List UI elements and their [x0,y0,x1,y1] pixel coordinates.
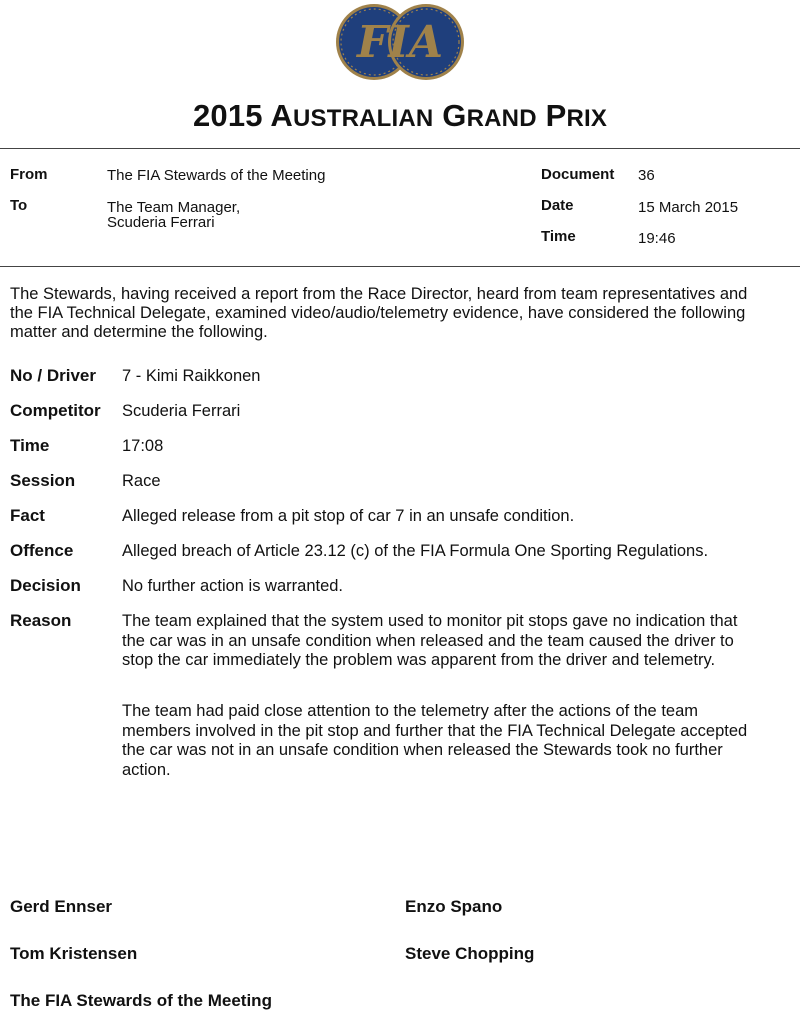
steward-signature-4: Steve Chopping [405,944,535,963]
decision-value: No further action is warranted. [122,577,344,595]
to-label: To [10,197,28,214]
date-value: 15 March 2015 [638,199,739,216]
reason-paragraph-1: The team explained that the system used to monitor pit stops gave no indication that the car was in an unsafe condition when released and the team caused the driver to stop the car immediately the problem was apparent from the driver and telemetry. [122,612,738,669]
to-value-line2: Scuderia Ferrari [107,214,215,231]
steward-signature-1: Gerd Ennser [10,897,113,916]
incident-time-value: 17:08 [122,437,164,455]
document-label: Document [541,166,615,183]
divider-bottom [0,266,800,267]
competitor-value: Scuderia Ferrari [122,402,241,420]
session-label: Session [10,471,76,490]
steward-signature-3: Tom Kristensen [10,944,138,963]
time-label: Time [541,228,576,245]
session-value: Race [122,472,161,490]
steward-signature-2: Enzo Spano [405,897,503,916]
driver-label: No / Driver [10,366,96,385]
fact-label: Fact [10,506,45,525]
reason-paragraph-2: The team had paid close attention to the telemetry after the actions of the team members involved in the pit stop and further that the FIA Technical Delegate accepted the car was not in an unsafe condition when released the Stewards took no further action. [122,702,748,779]
intro-paragraph: The Stewards, having received a report from the Race Director, heard from team representatives and the FIA Technical Delegate, examined video/audio/telemetry evidence, have considered the following matter and determine the following. [10,285,748,341]
from-value: The FIA Stewards of the Meeting [107,167,326,184]
time-value: 19:46 [638,230,676,247]
decision-label: Decision [10,576,81,595]
fia-logo [334,0,466,84]
from-label: From [10,166,48,183]
driver-value: 7 - Kimi Raikkonen [122,367,261,385]
reason-label: Reason [10,611,72,630]
offence-value: Alleged breach of Article 23.12 (c) of the FIA Formula One Sporting Regulations. [122,542,709,560]
fact-value: Alleged release from a pit stop of car 7 in an unsafe condition. [122,507,575,525]
page-title: 2015 AUSTRALIAN GRAND PRIX [192,98,608,133]
logo-text: FIA [357,17,443,68]
stewards-footer: The FIA Stewards of the Meeting [10,991,272,1010]
date-label: Date [541,197,574,214]
competitor-label: Competitor [10,401,101,420]
divider-top [0,148,800,149]
document-value: 36 [638,167,655,184]
offence-label: Offence [10,541,74,560]
incident-time-label: Time [10,436,50,455]
to-value-line1: The Team Manager, [107,199,241,216]
